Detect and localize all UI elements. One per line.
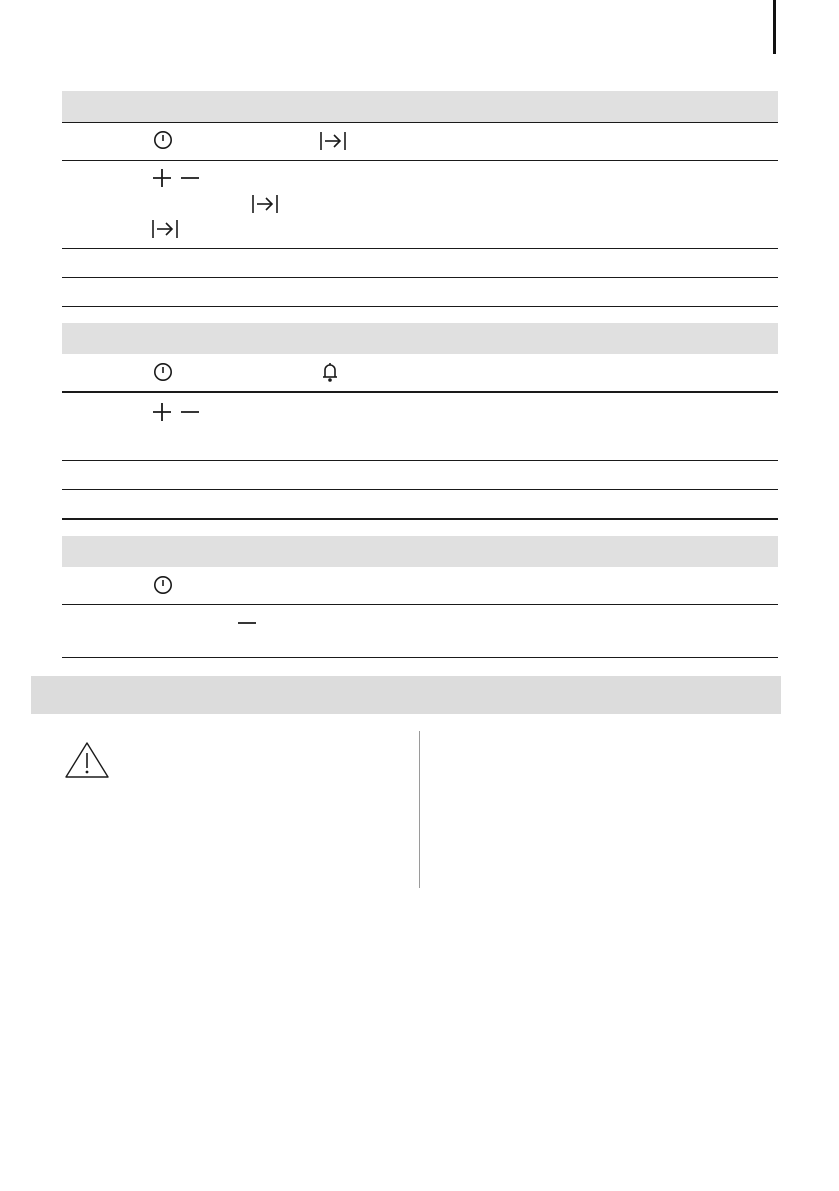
table-3-bottom-rule: [62, 657, 778, 658]
table-1-row-rule: [62, 277, 778, 278]
power-icon: [153, 130, 173, 150]
warning-triangle-icon: [64, 741, 110, 779]
page-corner-mark: [770, 0, 780, 54]
table-1-header-bar: [62, 91, 778, 122]
power-icon: [153, 362, 173, 382]
section-heading-bar: [31, 676, 781, 714]
table-1-row-rule: [62, 248, 778, 249]
power-icon: [153, 575, 173, 595]
forward-to-end-icon: [319, 130, 347, 152]
column-divider: [419, 731, 420, 888]
table-1-row-rule: [62, 160, 778, 161]
table-2-row-rule: [62, 391, 778, 393]
table-2-bottom-rule: [62, 518, 778, 520]
table-3-row-rule: [62, 604, 778, 605]
minus-icon: [237, 613, 257, 633]
plus-icon: [152, 168, 172, 188]
table-1-bottom-rule: [62, 306, 778, 307]
forward-to-end-icon: [251, 193, 279, 215]
table-2-row-rule: [62, 460, 778, 461]
table-3-header-bar: [62, 536, 778, 567]
table-1-header-rule: [62, 122, 778, 123]
forward-to-end-icon: [151, 218, 179, 240]
minus-icon: [180, 402, 200, 422]
table-2-header-bar: [62, 323, 778, 354]
minus-icon: [180, 168, 200, 188]
plus-icon: [152, 402, 172, 422]
bell-icon: [320, 361, 340, 383]
table-2-row-rule: [62, 489, 778, 490]
